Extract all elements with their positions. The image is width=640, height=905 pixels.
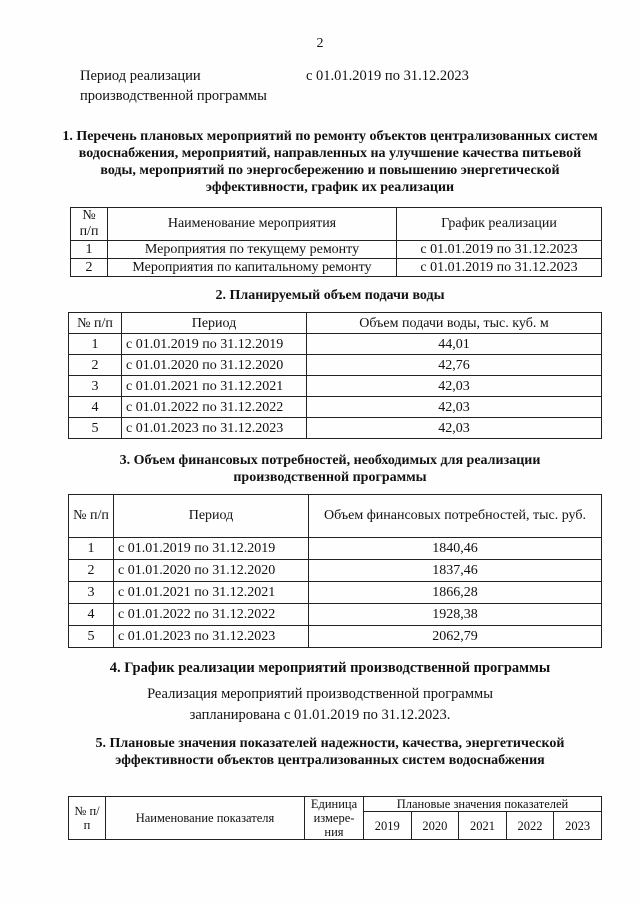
cell-activity-name: Мероприятия по капитальному ремонту: [108, 259, 397, 277]
cell-activity-name: Мероприятия по текущему ремонту: [108, 241, 397, 259]
section-4-title: 4. График реализации мероприятий производственной программы: [109, 660, 551, 676]
header-num: № п/п: [69, 495, 114, 538]
cell-period: с 01.01.2023 по 31.12.2023: [114, 626, 309, 648]
cell-num: 2: [71, 259, 108, 277]
cell-period: с 01.01.2019 по 31.12.2019: [114, 538, 309, 560]
cell-num: 1: [69, 538, 114, 560]
table-row: [69, 560, 602, 582]
table-row: [69, 626, 602, 648]
cell-period: с 01.01.2022 по 31.12.2022: [114, 604, 309, 626]
cell-period: с 01.01.2019 по 31.12.2019: [122, 334, 307, 355]
indicators-table: [68, 796, 602, 840]
section-5-title: 5. Плановые значения показателей надежности, качества, энергетической эффективности объектов централизованных систем водоснабжения: [95, 736, 565, 768]
cell-amount: 1837,46: [309, 560, 602, 582]
period-label: Период реализации производственной программы: [80, 68, 267, 104]
table-row: [71, 241, 602, 259]
cell-amount: 1928,38: [309, 604, 602, 626]
cell-volume: 42,03: [307, 376, 602, 397]
cell-volume: 42,03: [307, 397, 602, 418]
section-4-text: Реализация мероприятий производственной программы запланирована с 01.01.2019 по 31.12.2023.: [147, 686, 493, 723]
page-number: 2: [316, 36, 324, 51]
table-row: [69, 355, 602, 376]
cell-schedule: с 01.01.2019 по 31.12.2023: [397, 241, 602, 259]
water-supply-table: [68, 312, 602, 439]
header-year: 2019: [364, 812, 412, 840]
cell-period: с 01.01.2020 по 31.12.2020: [122, 355, 307, 376]
header-num: № п/п: [69, 313, 122, 334]
section-2-title: 2. Планируемый объем подачи воды: [215, 288, 445, 303]
cell-num: 5: [69, 418, 122, 439]
cell-amount: 1866,28: [309, 582, 602, 604]
header-volume: Объем подачи воды, тыс. куб. м: [307, 313, 602, 334]
cell-period: с 01.01.2023 по 31.12.2023: [122, 418, 307, 439]
cell-volume: 42,03: [307, 418, 602, 439]
table-row: [69, 334, 602, 355]
cell-num: 1: [71, 241, 108, 259]
activities-table: [70, 207, 602, 277]
cell-num: 2: [69, 560, 114, 582]
table-row: [71, 259, 602, 277]
header-year: 2021: [459, 812, 507, 840]
cell-period: с 01.01.2020 по 31.12.2020: [114, 560, 309, 582]
header-year: 2023: [554, 812, 602, 840]
header-num: № п/п: [71, 208, 108, 241]
cell-amount: 1840,46: [309, 538, 602, 560]
header-num: № п/п: [69, 797, 106, 840]
table-row: [69, 538, 602, 560]
cell-num: 3: [69, 376, 122, 397]
cell-num: 2: [69, 355, 122, 376]
cell-period: с 01.01.2021 по 31.12.2021: [114, 582, 309, 604]
section-1-title: 1. Перечень плановых мероприятий по ремонту объектов централизованных систем водоснабжения, мероприятий, направленных на улучшение качества питьевой воды, мероприятий по энергосбережению и повышению энергетической эффективности, график их реализации: [62, 129, 598, 195]
cell-period: с 01.01.2021 по 31.12.2021: [122, 376, 307, 397]
table-header-row: [69, 495, 602, 538]
table-header-row: [71, 208, 602, 241]
table-row: [69, 582, 602, 604]
header-year: 2020: [411, 812, 459, 840]
header-activity-name: Наименование мероприятия: [108, 208, 397, 241]
cell-volume: 44,01: [307, 334, 602, 355]
cell-num: 4: [69, 604, 114, 626]
section-3-title: 3. Объем финансовых потребностей, необходимых для реализации производственной программы: [119, 453, 541, 485]
cell-num: 1: [69, 334, 122, 355]
header-year: 2022: [506, 812, 554, 840]
cell-num: 4: [69, 397, 122, 418]
table-header-row: [69, 797, 602, 812]
header-period: Период: [122, 313, 307, 334]
cell-num: 5: [69, 626, 114, 648]
header-indicator-name: Наименование показателя: [106, 797, 305, 840]
header-planned-values: Плановые значения показателей: [364, 797, 602, 812]
table-row: [69, 376, 602, 397]
header-schedule: График реализации: [397, 208, 602, 241]
header-amount: Объем финансовых потребностей, тыс. руб.: [309, 495, 602, 538]
cell-amount: 2062,79: [309, 626, 602, 648]
cell-volume: 42,76: [307, 355, 602, 376]
cell-num: 3: [69, 582, 114, 604]
cell-schedule: с 01.01.2019 по 31.12.2023: [397, 259, 602, 277]
period-value: с 01.01.2019 по 31.12.2023: [306, 68, 469, 84]
header-unit: Единица измере-ния: [305, 797, 364, 840]
header-period: Период: [114, 495, 309, 538]
table-row: [69, 397, 602, 418]
table-row: [69, 418, 602, 439]
table-row: [69, 604, 602, 626]
financial-needs-table: [68, 494, 602, 648]
table-header-row: [69, 313, 602, 334]
cell-period: с 01.01.2022 по 31.12.2022: [122, 397, 307, 418]
